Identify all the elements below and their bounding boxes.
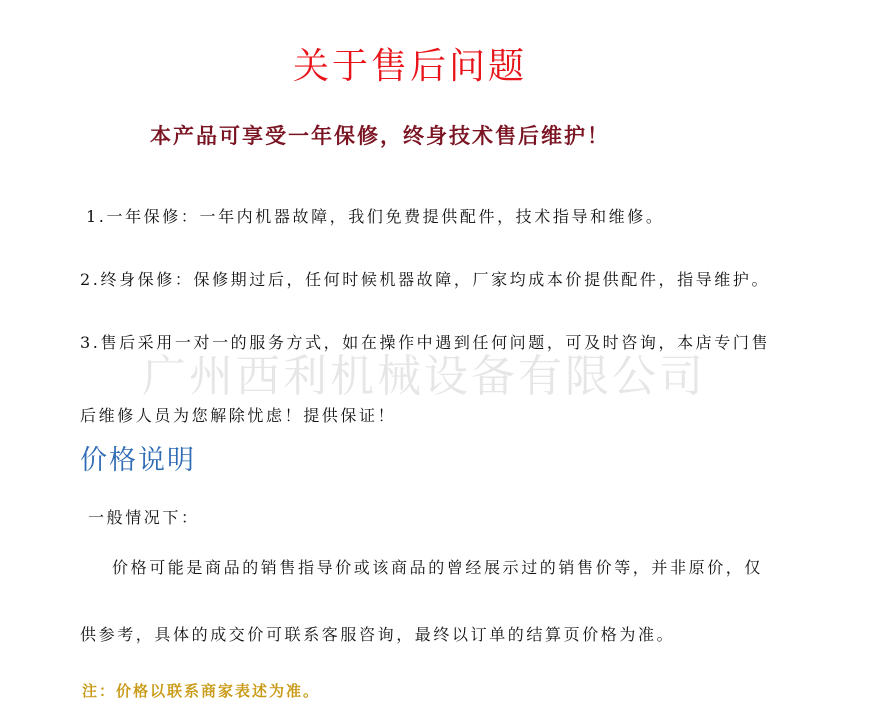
pricing-heading: 价格说明 (80, 445, 196, 476)
company-watermark: 广州西利机械设备有限公司 (142, 351, 706, 402)
warranty-item-3: 3.售后采用一对一的服务方式，如在操作中遇到任何问题，可及时咨询，本店专门售 (80, 333, 771, 352)
warranty-item-3-continuation: 后维修人员为您解除忧虑！提供保证！ (80, 406, 397, 425)
pricing-paragraph-line-1: 价格可能是商品的销售指导价或该商品的曾经展示过的销售价等，并非原价，仅 (112, 558, 764, 577)
warranty-subtitle: 本产品可享受一年保修，终身技术售后维护！ (150, 123, 610, 148)
pricing-general-label: 一般情况下： (88, 508, 200, 527)
warranty-item-2: 2.终身保修：保修期过后，任何时候机器故障，厂家均成本价提供配件，指导维护。 (80, 270, 771, 289)
warranty-item-1: 1.一年保修：一年内机器故障，我们免费提供配件，技术指导和维修。 (86, 207, 665, 226)
pricing-paragraph-line-2: 供参考，具体的成交价可联系客服咨询，最终以订单的结算页价格为准。 (80, 625, 676, 644)
pricing-note: 注：价格以联系商家表述为准。 (82, 682, 321, 700)
page-title: 关于售后问题 (292, 46, 527, 87)
